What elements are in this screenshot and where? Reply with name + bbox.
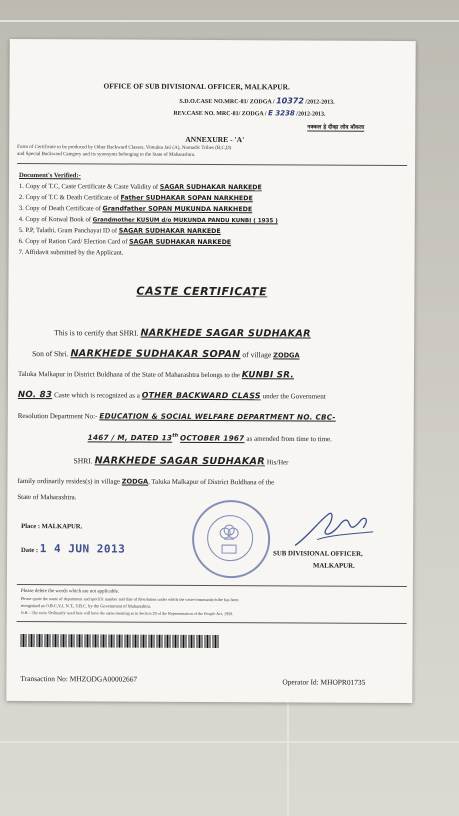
son-of-line bbox=[32, 348, 300, 360]
caste-number: NO. 83 bbox=[17, 389, 53, 401]
marathi-stamp: नक्कल हे दीव्हा लोव बॉकला bbox=[307, 124, 365, 131]
his-her: His/Her bbox=[266, 459, 289, 467]
family-prefix: family ordinarily resides(s) in village bbox=[17, 477, 121, 486]
family-line bbox=[17, 477, 274, 486]
footnote-1: Please delete the words which are not applicable. bbox=[20, 589, 120, 595]
village-name: ZODGA bbox=[273, 351, 300, 360]
father-name: NARKHEDE SUDHAKAR SOPAN bbox=[70, 348, 241, 361]
shri-prefix: SHRI. bbox=[73, 456, 93, 466]
document-value: Grandfather SOPAN MUKUNDA NARKHEDE bbox=[102, 205, 253, 214]
sdo-case-prefix: S.D.O.CASE NO.MRC-81/ ZODGA / bbox=[179, 98, 275, 106]
officer-signature bbox=[289, 505, 379, 555]
document-item bbox=[19, 205, 252, 213]
resolution-line bbox=[18, 411, 336, 422]
document-label: 4. Copy of Kotwal Book of bbox=[18, 215, 91, 224]
resolution-prefix: Resolution Department No:- bbox=[17, 411, 98, 421]
village-prefix: of village bbox=[242, 350, 272, 360]
footnote-2: Please quote the name of department and specific number and date of Resolution under which the caste/community/tribe has been bbox=[20, 596, 239, 603]
floor-tile-seam bbox=[0, 741, 459, 743]
footnote-3: recognised as O.B.C,V.J, N.T., S.B.C. by the Government of Maharashtra. bbox=[20, 603, 151, 609]
footer-divider bbox=[17, 621, 407, 624]
document-label: 2. Copy of T.C & Death Certificate of bbox=[18, 193, 119, 202]
caste-name: KUNBI SR. bbox=[241, 370, 294, 381]
son-of-prefix: Son of Shri. bbox=[32, 349, 69, 359]
document-item bbox=[19, 194, 253, 202]
certify-line bbox=[54, 327, 311, 339]
holder-name-repeat: NARKHEDE SAGAR SUDHAKAR bbox=[94, 455, 266, 468]
under-government: under the Government bbox=[262, 392, 326, 401]
document-value: SAGAR SUDHAKAR NARKEDE bbox=[118, 227, 221, 236]
resident-line bbox=[73, 455, 288, 467]
office-heading: OFFICE OF SUB DIVISIONAL OFFICER, MALKAPUR. bbox=[103, 81, 290, 92]
officer-title: SUB DIVISIONAL OFFICER, bbox=[273, 550, 363, 558]
sdo-case-line bbox=[179, 96, 334, 106]
official-seal bbox=[192, 500, 270, 578]
state-line: State of Maharashtra. bbox=[17, 493, 77, 502]
caste-line bbox=[18, 390, 326, 402]
place-label: Place : MALKAPUR. bbox=[21, 523, 83, 531]
floor-tile-seam bbox=[287, 700, 289, 816]
document-label: 5. P.P, Talathi, Gram Panchayat ID of bbox=[18, 226, 118, 235]
annexure-description-line2: and Special Backward Category and its synonyms belonging to the State of Maharashtra. bbox=[17, 151, 196, 158]
ashoka-emblem-icon bbox=[216, 517, 242, 557]
sdo-case-suffix: /2012-2013. bbox=[305, 99, 335, 106]
annexure-divider bbox=[17, 163, 407, 166]
rev-case-suffix: /2012-2013. bbox=[296, 111, 326, 118]
document-value: Grandmother KUSUM d/o MUKUNDA PANDU KUNBI ( 1935 ) bbox=[92, 217, 278, 225]
document-label: 7. Affidavit submitted by the Applicant. bbox=[18, 248, 124, 257]
document-label: 6. Copy of Ration Card/ Election Card of bbox=[18, 237, 128, 246]
officer-place: MALKAPUR. bbox=[312, 562, 355, 570]
document-label: 1. Copy of T.C, Caste Certificate & Caste Validity of bbox=[18, 182, 159, 191]
document-item bbox=[19, 216, 278, 224]
taluka-text: Taluka Malkapur in District Buldhana of the State of Maharashtra belongs to the bbox=[17, 370, 240, 380]
documents-heading: Document's Verified:- bbox=[19, 171, 81, 180]
resolution-number: 1467 / M, DATED 13 bbox=[87, 432, 173, 443]
rev-case-prefix: REV.CASE NO. MRC-81/ ZODGA / bbox=[173, 110, 267, 118]
resolution-ordinal: th bbox=[172, 432, 179, 439]
sdo-case-number: 10372 bbox=[276, 96, 304, 106]
document-value: Father SUDHAKAR SOPAN NARKHEDE bbox=[120, 194, 253, 203]
rev-case-line bbox=[173, 109, 325, 118]
village-name-repeat: ZODGA bbox=[121, 477, 149, 486]
family-suffix: , Taluka Malkapur of District Buldhana of the bbox=[148, 478, 275, 487]
footer-divider bbox=[17, 584, 407, 587]
operator-id: Operator Id: MHOPR01735 bbox=[282, 677, 366, 687]
taluka-line bbox=[18, 369, 294, 380]
footnote-4: N.B. - The term 'Ordinarily' used here will have the same meaning as in Section 20 of the Representation of the People Act, 1950. bbox=[20, 610, 234, 617]
floor-tile-seam bbox=[0, 20, 459, 22]
date-row bbox=[21, 542, 125, 556]
resolution-department: EDUCATION & SOCIAL WELFARE DEPARTMENT NO. CBC- bbox=[99, 411, 336, 422]
document-item bbox=[19, 249, 124, 257]
date-stamp: 1 4 JUN 2013 bbox=[39, 542, 126, 556]
certificate-title: CASTE CERTIFICATE bbox=[136, 284, 268, 299]
document-item bbox=[19, 227, 221, 235]
document-item bbox=[19, 183, 262, 191]
date-label: Date : bbox=[21, 547, 39, 555]
document-label: 3. Copy of Death Certificate of bbox=[18, 204, 101, 213]
document-value: SAGAR SUDHAKAR NARKEDE bbox=[159, 183, 262, 192]
resolution-date-line bbox=[88, 432, 332, 443]
transaction-number: Transaction No: MHZODGA00002667 bbox=[20, 674, 138, 684]
holder-name: NARKHEDE SAGAR SUDHAKAR bbox=[140, 327, 311, 340]
document-value: SAGAR SUDHAKAR NARKEDE bbox=[129, 238, 232, 247]
barcode bbox=[21, 634, 219, 648]
category-name: OTHER BACKWARD CLASS bbox=[141, 390, 261, 401]
annexure-description-line1: Form of Certificate to be produced by Other Backward Classes, Vimukta Jati (A), Nomadic Tribes (B,C,D) bbox=[17, 144, 232, 152]
caste-certificate-document bbox=[6, 39, 415, 703]
annexure-title: ANNEXURE - 'A' bbox=[185, 134, 245, 145]
resolution-month-year: OCTOBER 1967 bbox=[180, 433, 245, 443]
certify-prefix: This is to certify that SHRI. bbox=[54, 328, 139, 338]
rev-case-number: E 3238 bbox=[268, 109, 295, 118]
caste-text: Caste which is recognized as a bbox=[54, 391, 140, 400]
amended-text: as amended from time to time. bbox=[246, 434, 332, 444]
document-item bbox=[19, 238, 231, 246]
